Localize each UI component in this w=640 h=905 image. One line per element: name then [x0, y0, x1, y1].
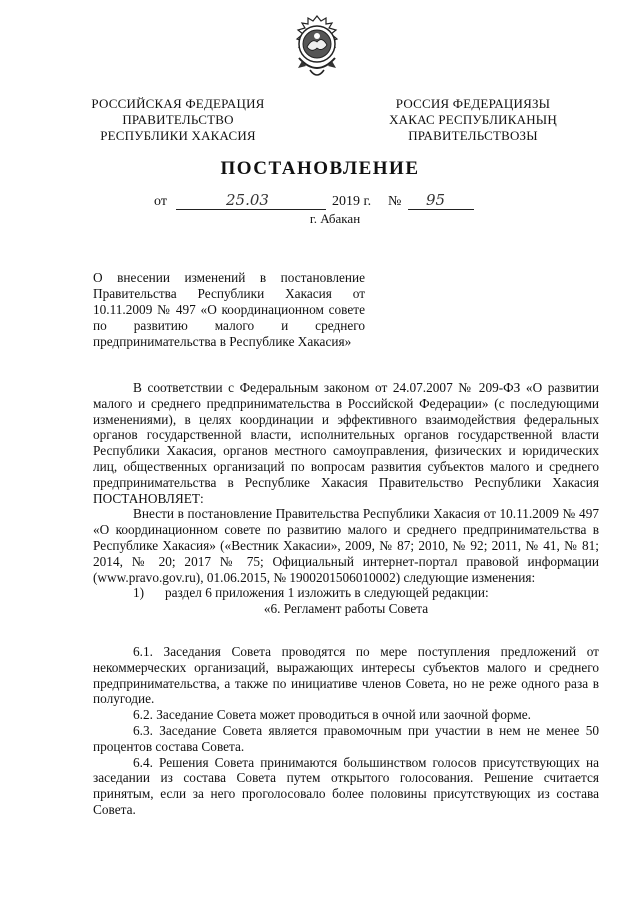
header-right-line: ХАКАС РЕСПУБЛИКАНЫҢ [389, 112, 557, 127]
year-label: 2019 г. [332, 194, 372, 209]
number-sign: № [388, 194, 402, 209]
date-prefix: от [154, 194, 167, 209]
document-subject: О внесении изменений в постановление Правительства Республики Хакасия от 10.11.2009 № 497 «О координационном совете по развитию малого и среднего предпринимательства в Республике Хакасия» [93, 270, 365, 349]
handwritten-date: 25.03 [226, 191, 269, 209]
header-right-line: РОССИЯ ФЕДЕРАЦИЯЗЫ [395, 96, 551, 111]
paragraph-6-3: 6.3. Заседание Совета является правомочным при участии в нем не менее 50 процентов состава Совета. [93, 722, 599, 754]
paragraph-6-1: 6.1. Заседания Совета проводятся по мере поступления предложений от некоммерческих организаций, выражающих интересы субъектов малого и среднего предпринимательства, а также по инициативе членов Совета, но не реже одного раза в полугодие. [93, 643, 599, 707]
handwritten-number: 95 [426, 191, 446, 209]
date-number-line [148, 191, 528, 212]
coat-of-arms-emblem [288, 14, 346, 84]
list-item-text: раздел 6 приложения 1 изложить в следующей редакции: [165, 585, 489, 601]
header-left-block [78, 96, 278, 144]
document-title: ПОСТАНОВЛЕНИЕ [220, 158, 420, 179]
list-item [93, 585, 599, 601]
section-title: «6. Регламент работы Совета [263, 601, 429, 617]
header-right-block [363, 96, 583, 144]
header-left-line: РОССИЙСКАЯ ФЕДЕРАЦИЯ [91, 96, 265, 111]
city-label: г. Абакан [309, 211, 361, 226]
paragraph-amendment: Внести в постановление Правительства Республики Хакасия от 10.11.2009 № 497 «О координационном совете по развитию малого и среднего предпринимательства в Республике Хакасия» («Вестник Хакасии», 2009, № 87; 2010, № 92; 2011, № 41, № 81; 2014, № 20; 2017 № 75; Официальный интернет-портал правовой информации (www.pravo.gov.ru), 01.06.2015, № 1900201506010002) следующие изменения: [93, 506, 599, 585]
header-left-line: РЕСПУБЛИКИ ХАКАСИЯ [100, 128, 256, 143]
document-body [93, 380, 599, 818]
list-item-number: 1) [133, 585, 145, 601]
paragraph-6-2: 6.2. Заседание Совета может проводиться в очной или заочной форме. [133, 707, 532, 723]
paragraph-6-4: 6.4. Решения Совета принимаются большинством голосов присутствующих на заседании из состава Совета путем открытого голосования. Решение считается принятым, если за него проголосовало более половины присутствующих из состава Совета. [93, 754, 599, 817]
paragraph-preamble: В соответствии с Федеральным законом от 24.07.2007 № 209-ФЗ «О развитии малого и среднего предпринимательства в Российской Федерации» (с последующими изменениями), в целях координации и эффективного взаимодействия федеральных органов государственной власти, исполнительных органов государственной власти Республики Хакасия, органов местного самоуправления, физических и юридических лиц, общественных организаций по вопросам развития субъектов малого и среднего предпринимательства в Республике Хакасия Правительство Республики Хакасия ПОСТАНОВЛЯЕТ: [93, 380, 599, 506]
header-left-line: ПРАВИТЕЛЬСТВО [122, 112, 234, 127]
header-right-line: ПРАВИТЕЛЬСТВОЗЫ [408, 128, 538, 143]
